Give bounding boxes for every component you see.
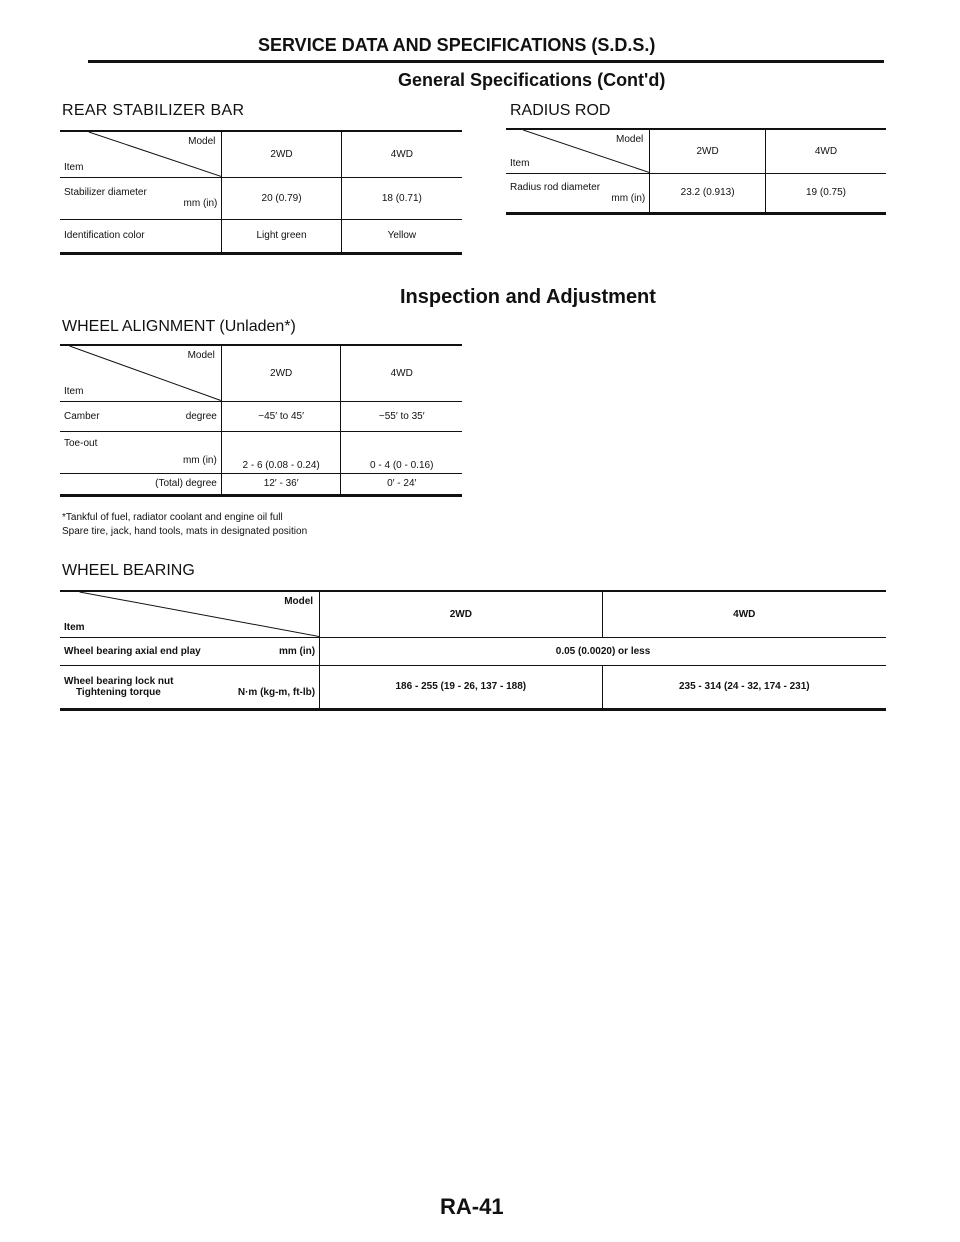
col-4wd: 4WD [341,345,462,401]
row-label-stabilizer-diameter: Stabilizer diameter mm (in) [60,177,222,219]
inspection-adjustment-heading: Inspection and Adjustment [400,286,656,308]
model-label: Model [187,350,215,361]
item-label: Item [510,157,530,169]
radius-rod-heading: RADIUS ROD [510,102,611,119]
col-4wd: 4WD [341,131,462,177]
stabilizer-diameter-4wd: 18 (0.71) [341,177,462,219]
section-subtitle: General Specifications (Cont'd) [398,70,666,90]
page-title: SERVICE DATA AND SPECIFICATIONS (S.D.S.) [258,35,656,55]
col-4wd: 4WD [602,591,886,637]
header-diagonal-cell [60,131,222,177]
toe-out-mm-2wd: 2 - 6 (0.08 - 0.24) [221,431,341,473]
camber-2wd: −45′ to 45′ [221,401,341,431]
wheel-bearing-heading: WHEEL BEARING [62,562,195,579]
stabilizer-diameter-2wd: 20 (0.79) [222,177,341,219]
page-number: RA-41 [440,1194,504,1219]
radius-rod-table [506,128,886,215]
col-4wd: 4WD [765,129,886,173]
model-label: Model [616,134,644,145]
col-2wd: 2WD [221,345,341,401]
identification-color-4wd: Yellow [341,219,462,253]
col-2wd: 2WD [320,591,602,637]
title-rule [88,60,884,63]
lock-nut-torque-4wd: 235 - 314 (24 - 32, 174 - 231) [602,665,886,709]
model-label: Model [284,596,314,607]
toe-out-degree-2wd: 12′ - 36′ [221,473,341,495]
radius-rod-diameter-2wd: 23.2 (0.913) [650,173,766,213]
row-label-radius-rod-diameter: Radius rod diameter mm (in) [506,173,650,213]
footnote-unladen: *Tankful of fuel, radiator coolant and engine oil full [62,512,283,523]
rear-stabilizer-heading: REAR STABILIZER BAR [62,102,245,119]
item-label: Item [64,385,84,397]
camber-4wd: −55′ to 35′ [341,401,462,431]
row-label-toe-out-mm: Toe-out mm (in) [60,431,221,473]
model-label: Model [188,136,216,147]
lock-nut-torque-2wd: 186 - 255 (19 - 26, 137 - 188) [320,665,602,709]
item-label: Item [64,621,85,633]
toe-out-mm-4wd: 0 - 4 (0 - 0.16) [341,431,462,473]
header-diagonal-cell [60,591,320,637]
radius-rod-diameter-4wd: 19 (0.75) [765,173,886,213]
row-label-identification-color: Identification color [60,219,222,253]
wheel-alignment-heading: WHEEL ALIGNMENT (Unladen*) [62,318,296,335]
wheel-alignment-table [60,344,462,497]
row-label-lock-nut: Wheel bearing lock nut Tightening torque N·m (kg-m, ft-lb) [60,665,320,709]
row-label-toe-out-degree: (Total) degree [60,473,221,495]
wheel-bearing-table [60,590,886,711]
row-label-camber: Camber degree [60,401,221,431]
toe-out-degree-4wd: 0′ - 24′ [341,473,462,495]
footnote-spare-tire: Spare tire, jack, hand tools, mats in designated position [62,526,308,537]
col-2wd: 2WD [222,131,341,177]
axial-end-play-value: 0.05 (0.0020) or less [320,637,886,665]
header-diagonal-cell [60,345,221,401]
item-label: Item [64,161,84,173]
col-2wd: 2WD [650,129,766,173]
rear-stabilizer-table [60,130,462,255]
header-diagonal-cell [506,129,650,173]
identification-color-2wd: Light green [222,219,341,253]
row-label-axial-end-play: Wheel bearing axial end play mm (in) [60,637,320,665]
